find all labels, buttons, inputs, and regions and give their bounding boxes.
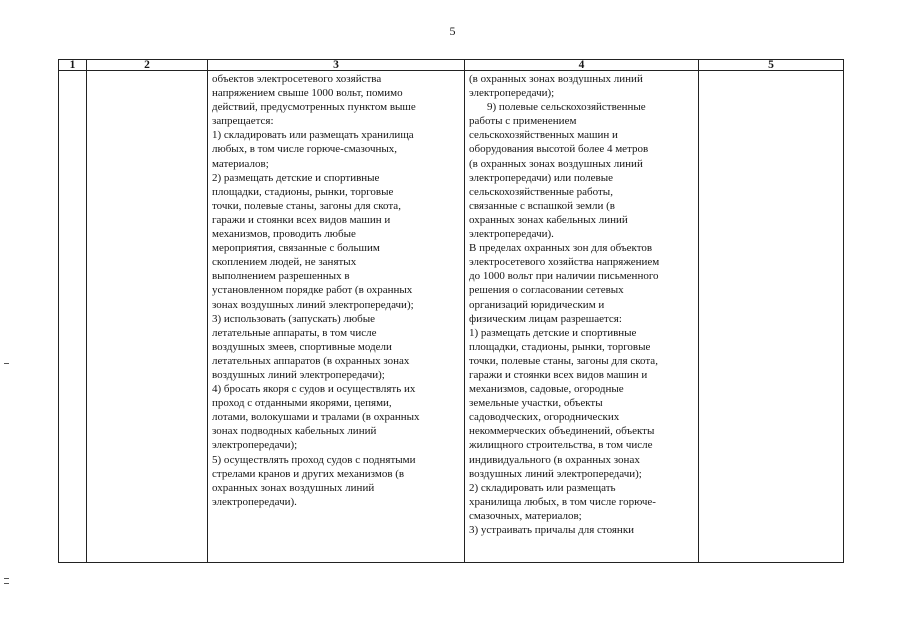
- text-line: точки, полевые станы, загоны для скота,: [469, 354, 658, 367]
- text-line: площадки, стадионы, рынки, торговые: [469, 340, 651, 353]
- text-line: оборудования высотой более 4 метров: [469, 143, 649, 156]
- column-header-2: 2: [87, 60, 208, 71]
- text-line: сельскохозяйственные работы,: [469, 185, 613, 198]
- document-table: [58, 59, 844, 563]
- text-line: (в охранных зонах воздушных линий: [469, 157, 643, 170]
- text-line: 4) бросать якоря с судов и осуществлять их: [212, 383, 416, 396]
- page-number: 5: [449, 24, 456, 38]
- text-line: воздушных линий электропередачи);: [469, 467, 642, 480]
- text-line: электросетевого хозяйства напряжением: [469, 256, 660, 269]
- cell-column-4: [465, 71, 699, 563]
- text-line: объектов электросетевого хозяйства: [212, 73, 382, 85]
- text-line: гаражи и стоянки всех видов машин и: [212, 213, 391, 226]
- text-line: охранных зонах кабельных линий: [469, 213, 628, 226]
- text-line: механизмов, садовые, огородные: [469, 383, 624, 396]
- margin-mark: [4, 363, 9, 364]
- text-line: 2) складировать или размещать: [469, 481, 616, 494]
- text-line: 3) устраивать причалы для стоянки: [469, 524, 635, 536]
- text-line: связанные с вспашкой земли (в: [469, 199, 615, 212]
- text-line: индивидуального (в охранных зонах: [469, 453, 640, 466]
- text-line: площадки, стадионы, рынки, торговые: [212, 185, 394, 198]
- text-line: решения о согласовании сетевых: [469, 284, 624, 297]
- text-line: летательных аппаратов (в охранных зонах: [212, 354, 410, 367]
- text-line: электропередачи).: [469, 228, 554, 241]
- text-line: действий, предусмотренных пунктом выше: [212, 101, 416, 114]
- text-line: лотами, волокушами и тралами (в охранных: [212, 411, 420, 424]
- margin-mark: [4, 583, 9, 584]
- column-4-text: [465, 71, 698, 537]
- cell-column-1: [59, 71, 87, 563]
- text-line: 1) размещать детские и спортивные: [469, 326, 637, 339]
- text-line: земельные участки, объекты: [469, 397, 603, 410]
- column-header-1: 1: [59, 60, 87, 71]
- text-line: организаций юридическим и: [469, 298, 605, 311]
- text-line: В пределах охранных зон для объектов: [469, 242, 653, 255]
- text-line: до 1000 вольт при наличии письменного: [469, 270, 659, 283]
- text-line: стрелами кранов и других механизмов (в: [212, 467, 405, 480]
- text-line: проход с отданными якорями, цепями,: [212, 397, 392, 410]
- text-line: скоплением людей, не занятых: [212, 256, 357, 269]
- text-line: гаражи и стоянки всех видов машин и: [469, 368, 648, 381]
- text-line: жилищного строительства, в том числе: [469, 439, 653, 452]
- text-line: зонах воздушных линий электропередачи);: [212, 298, 414, 311]
- column-header-4: 4: [465, 60, 699, 71]
- text-line: материалов;: [212, 157, 269, 170]
- text-line: механизмов, проводить любые: [212, 228, 356, 241]
- text-line: выполнением разрешенных в: [212, 270, 350, 283]
- column-3-text: [208, 71, 464, 509]
- text-line: зонах подводных кабельных линий: [212, 425, 377, 438]
- text-line: работы с применением: [469, 115, 577, 128]
- text-line: садоводческих, огороднических: [469, 411, 620, 424]
- text-line: 5) осуществлять проход судов с поднятыми: [212, 453, 416, 466]
- text-line: электропередачи);: [469, 87, 555, 100]
- text-line: воздушных змеев, спортивные модели: [212, 340, 392, 353]
- text-line: 9) полевые сельскохозяйственные: [487, 101, 646, 114]
- text-line: физическим лицам разрешается:: [469, 312, 622, 325]
- text-line: (в охранных зонах воздушных линий: [469, 73, 643, 85]
- table-row: [59, 71, 844, 563]
- text-line: электропередачи).: [212, 495, 297, 508]
- text-line: напряжением свыше 1000 вольт, помимо: [212, 87, 403, 100]
- text-line: смазочных, материалов;: [469, 509, 582, 522]
- text-line: любых, в том числе горюче-смазочных,: [212, 143, 398, 156]
- column-header-3: 3: [208, 60, 465, 71]
- text-line: охранных зонах воздушных линий: [212, 481, 375, 494]
- text-line: точки, полевые станы, загоны для скота,: [212, 199, 401, 212]
- cell-column-3: [208, 71, 465, 563]
- text-line: электропередачи);: [212, 439, 298, 452]
- text-line: 3) использовать (запускать) любые: [212, 312, 376, 325]
- column-header-5: 5: [699, 60, 844, 71]
- margin-mark: [4, 578, 9, 579]
- text-line: летательные аппараты, в том числе: [212, 326, 377, 339]
- text-line: мероприятия, связанные с большим: [212, 242, 380, 255]
- text-line: сельскохозяйственных машин и: [469, 129, 618, 142]
- cell-column-2: [87, 71, 208, 563]
- text-line: хранилища любых, в том числе горюче-: [469, 495, 656, 508]
- text-line: 1) складировать или размещать хранилища: [212, 129, 414, 142]
- text-line: установленном порядке работ (в охранных: [212, 284, 413, 297]
- text-line: запрещается:: [212, 115, 274, 128]
- table-header-row: [59, 60, 844, 71]
- text-line: электропередачи) или полевые: [469, 171, 614, 184]
- cell-column-5: [699, 71, 844, 563]
- text-line: 2) размещать детские и спортивные: [212, 171, 380, 184]
- text-line: некоммерческих объединений, объекты: [469, 425, 655, 438]
- text-line: воздушных линий электропередачи);: [212, 368, 385, 381]
